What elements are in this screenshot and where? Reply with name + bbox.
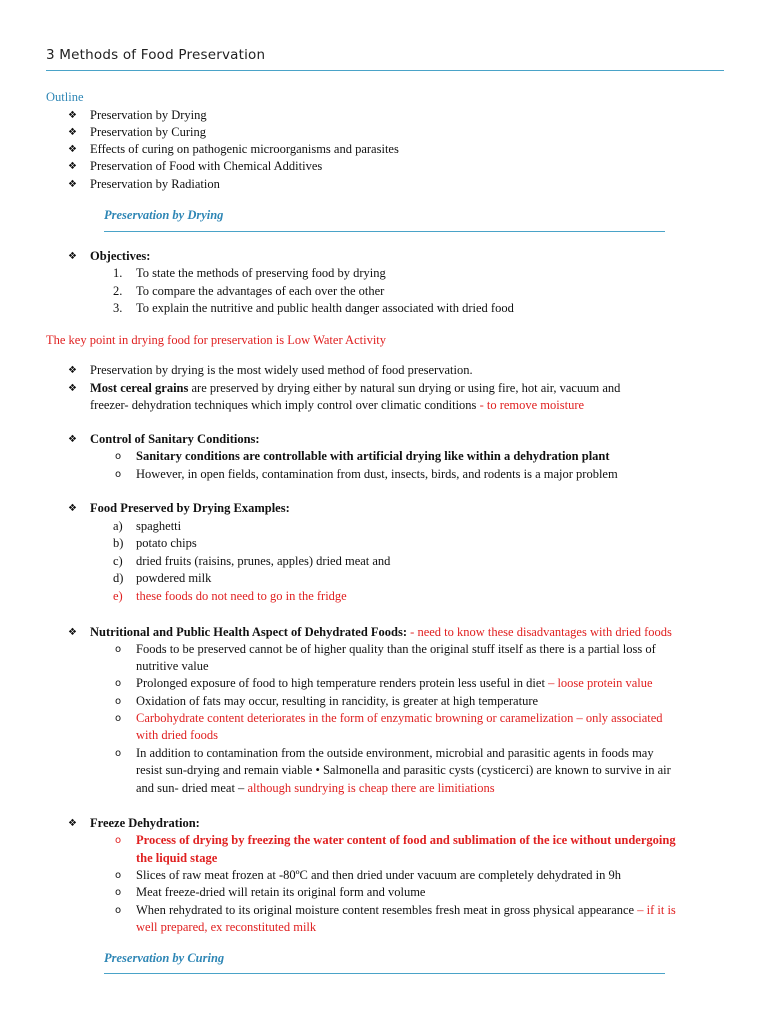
annotation-note: – if it is: [637, 903, 676, 917]
example-item: potato chips: [136, 536, 197, 550]
outline-item: Effects of curing on pathogenic microorganisms and parasites: [90, 142, 399, 156]
paragraph-text: When rehydrated to its original moisture content resembles fresh meat in gross physical appearance: [136, 903, 638, 917]
section-rule: [104, 973, 665, 974]
diamond-bullet-icon: ❖: [68, 503, 77, 514]
freeze-item: Slices of raw meat frozen at -80ºC and then dried under vacuum are completely dehydrated in 9h: [136, 868, 621, 882]
outline-item: Preservation by Radiation: [90, 177, 220, 191]
example-item: these foods do not need to go in the fridge: [136, 589, 347, 603]
nutritional-item-cont: with dried foods: [136, 728, 218, 742]
circle-bullet-icon: o: [115, 835, 122, 846]
nutritional-item-cont: [136, 780, 495, 797]
example-letter: a): [113, 519, 123, 533]
diamond-bullet-icon: ❖: [68, 627, 77, 638]
circle-bullet-icon: o: [115, 713, 122, 724]
annotation-note: - need to know these disadvantages with dried foods: [407, 625, 672, 639]
nutritional-item: [136, 675, 653, 692]
example-letter: b): [113, 536, 124, 550]
section-heading-curing: Preservation by Curing: [104, 951, 225, 965]
sanitary-item: Sanitary conditions are controllable with artificial drying like within a dehydration plant: [136, 449, 610, 463]
drying-paragraph-2: [90, 380, 620, 397]
sanitary-label: Control of Sanitary Conditions:: [90, 432, 260, 446]
page-title: 3 Methods of Food Preservation: [46, 47, 266, 63]
annotation-note: although sundrying is cheap there are limitiations: [247, 781, 495, 795]
objective-item: To state the methods of preserving food by drying: [136, 266, 386, 280]
diamond-bullet-icon: ❖: [68, 127, 77, 138]
drying-paragraph-2-line-2: [90, 397, 584, 414]
circle-bullet-icon: o: [115, 696, 122, 707]
objectives-label: Objectives:: [90, 249, 151, 263]
title-rule: [46, 70, 724, 71]
objective-number: 3.: [113, 301, 123, 315]
annotation-note: - to remove moisture: [479, 398, 585, 412]
nutritional-item-cont: nutritive value: [136, 659, 209, 673]
objective-item: To explain the nutritive and public health danger associated with dried food: [136, 301, 514, 315]
nutritional-item: In addition to contamination from the outside environment, microbial and parasitic agents in foods may: [136, 746, 654, 760]
circle-bullet-icon: o: [115, 451, 122, 462]
diamond-bullet-icon: ❖: [68, 161, 77, 172]
paragraph-text: freezer- dehydration techniques which imply control over climatic conditions: [90, 398, 480, 412]
freeze-label: Freeze Dehydration:: [90, 816, 200, 830]
circle-bullet-icon: o: [115, 644, 122, 655]
example-letter: c): [113, 554, 123, 568]
diamond-bullet-icon: ❖: [68, 251, 77, 262]
diamond-bullet-icon: ❖: [68, 144, 77, 155]
freeze-item-cont: the liquid stage: [136, 851, 218, 865]
outline-item: Preservation of Food with Chemical Additives: [90, 159, 323, 173]
cereal-grains-bold: Most cereal grains: [90, 381, 189, 395]
freeze-item-cont: well prepared, ex reconstituted milk: [136, 920, 317, 934]
example-letter: e): [113, 589, 123, 603]
nutritional-item: Foods to be preserved cannot be of higher quality than the original stuff itself as there is a partial loss of: [136, 642, 656, 656]
circle-bullet-icon: o: [115, 905, 122, 916]
outline-heading: Outline: [46, 90, 84, 104]
outline-item: Preservation by Drying: [90, 108, 207, 122]
circle-bullet-icon: o: [115, 887, 122, 898]
objective-number: 1.: [113, 266, 123, 280]
annotation-note: – loose protein value: [548, 676, 653, 690]
diamond-bullet-icon: ❖: [68, 179, 77, 190]
nutritional-item: Carbohydrate content deteriorates in the form of enzymatic browning or caramelization – only associated: [136, 711, 663, 725]
paragraph-text: are preserved by drying either by natural sun drying or using fire, hot air, vacuum and: [188, 381, 621, 395]
nutritional-item-cont: resist sun-drying and remain viable • Salmonella and parasitic cysts (cysticerci) are known to survive in air: [136, 763, 671, 777]
diamond-bullet-icon: ❖: [68, 383, 77, 394]
freeze-item: Meat freeze-dried will retain its original form and volume: [136, 885, 426, 899]
diamond-bullet-icon: ❖: [68, 110, 77, 121]
paragraph-text: and sun- dried meat –: [136, 781, 248, 795]
example-item: powdered milk: [136, 571, 212, 585]
circle-bullet-icon: o: [115, 748, 122, 759]
objective-item: To compare the advantages of each over the other: [136, 284, 385, 298]
diamond-bullet-icon: ❖: [68, 818, 77, 829]
diamond-bullet-icon: ❖: [68, 365, 77, 376]
example-item: dried fruits (raisins, prunes, apples) dried meat and: [136, 554, 391, 568]
paragraph-text: Prolonged exposure of food to high temperature renders protein less useful in diet: [136, 676, 549, 690]
diamond-bullet-icon: ❖: [68, 434, 77, 445]
circle-bullet-icon: o: [115, 678, 122, 689]
circle-bullet-icon: o: [115, 870, 122, 881]
example-item: spaghetti: [136, 519, 182, 533]
objective-number: 2.: [113, 284, 123, 298]
outline-item: Preservation by Curing: [90, 125, 206, 139]
example-letter: d): [113, 571, 124, 585]
drying-paragraph-1: Preservation by drying is the most widely used method of food preservation.: [90, 363, 473, 377]
circle-bullet-icon: o: [115, 469, 122, 480]
examples-label: Food Preserved by Drying Examples:: [90, 501, 290, 515]
section-rule: [104, 231, 665, 232]
nutritional-label: Nutritional and Public Health Aspect of Dehydrated Foods:: [90, 625, 408, 639]
freeze-item: Process of drying by freezing the water content of food and sublimation of the ice without undergoing: [136, 833, 676, 847]
freeze-item: [136, 902, 676, 919]
nutritional-item: Oxidation of fats may occur, resulting in rancidity, is greater at high temperature: [136, 694, 539, 708]
nutritional-heading: [90, 624, 672, 641]
section-heading-drying: Preservation by Drying: [104, 208, 224, 222]
sanitary-item: However, in open fields, contamination from dust, insects, birds, and rodents is a major problem: [136, 467, 618, 481]
key-point-text: The key point in drying food for preservation is Low Water Activity: [46, 333, 387, 347]
